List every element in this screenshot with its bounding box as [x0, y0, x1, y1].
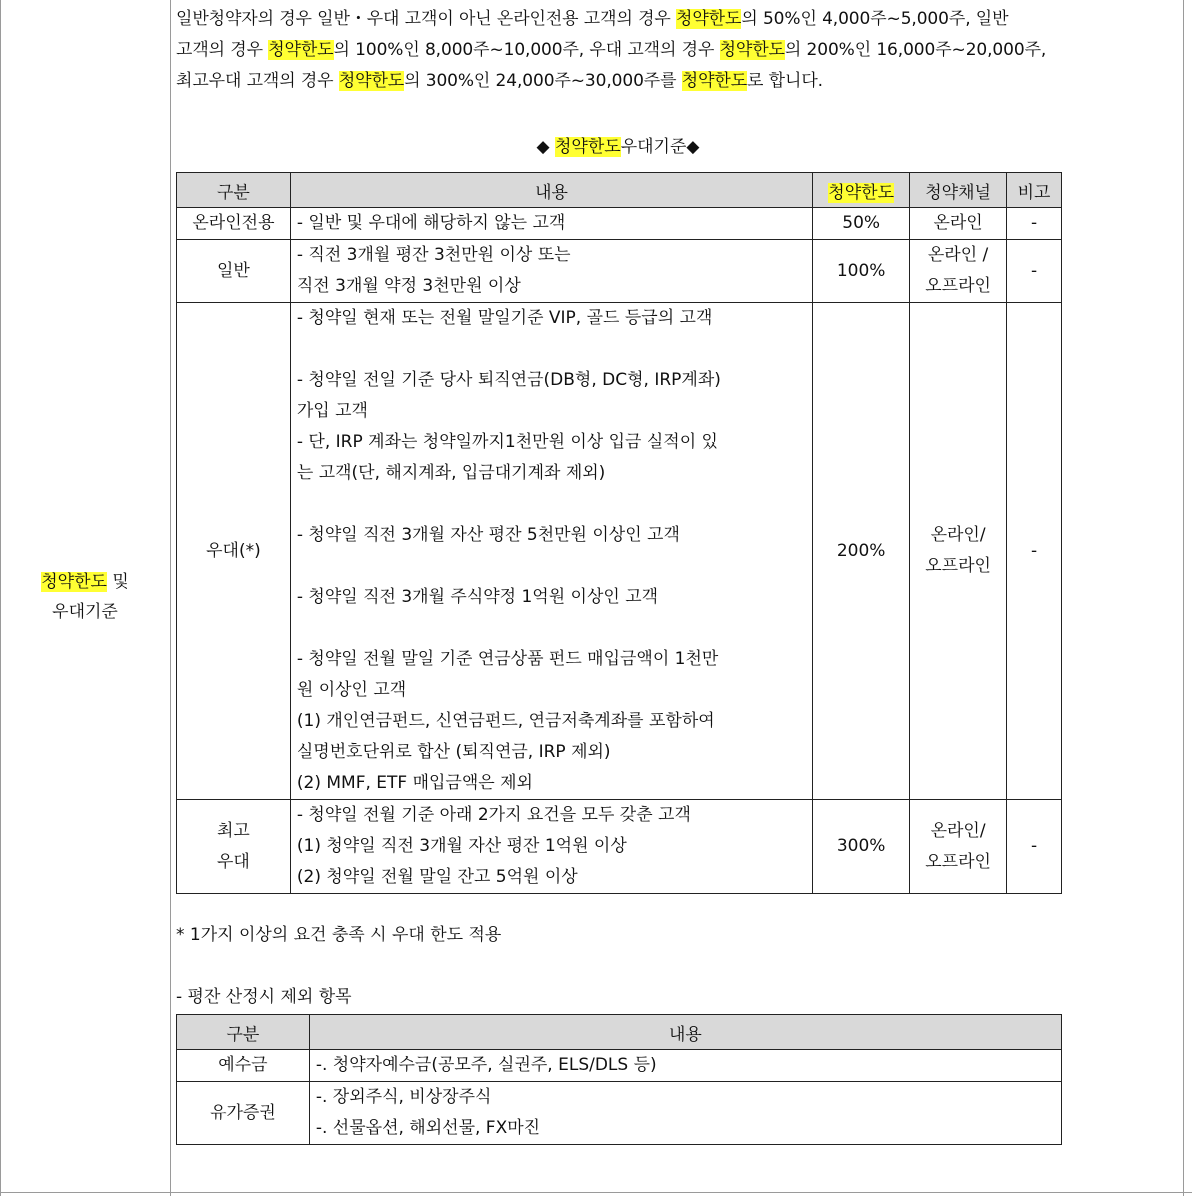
- table2-cell-content-line: -. 선물옵션, 해외선물, FX마진: [315, 1118, 541, 1138]
- intro-text: 의 300%인 24,000주~30,000주를: [404, 71, 682, 91]
- cell-channel: [910, 800, 1007, 894]
- intro-highlight: 청약한도: [338, 71, 405, 91]
- table2-row: [177, 1082, 1062, 1145]
- note-excluded-title: - 평잔 산정시 제외 항목: [176, 987, 352, 1007]
- cell-content-line: 가입 고객: [296, 401, 368, 421]
- intro-line-2: [176, 35, 1180, 66]
- cell-content-line: - 청약일 전월 말일 기준 연금상품 펀드 매입금액이 1천만: [296, 649, 719, 669]
- table2-cell-content-line: -. 청약자예수금(공모주, 실권주, ELS/DLS 등): [315, 1055, 657, 1075]
- cell-content-line: 원 이상인 고객: [296, 680, 407, 700]
- table-title-highlight: 청약한도: [555, 137, 621, 157]
- cell-channel-line: 온라인/: [930, 820, 986, 841]
- header-note: 비고: [1007, 173, 1062, 208]
- cell-content-line: [297, 334, 806, 365]
- cell-content-line: - 청약일 전일 기준 당사 퇴직연금(DB형, DC형, IRP계좌): [296, 370, 721, 390]
- cell-limit: 50%: [813, 208, 910, 240]
- cell-content-line: 는 고객(단, 해지계좌, 입금대기계좌 제외): [296, 463, 606, 483]
- cell-content-line: - 단, IRP 계좌는 청약일까지1천만원 이상 입금 실적이 있: [296, 432, 718, 452]
- cell-note: -: [1007, 303, 1062, 800]
- cell-content-line: [297, 613, 806, 644]
- cell-channel-line: 온라인/: [930, 525, 986, 545]
- table-title-prefix: ◆: [536, 137, 555, 157]
- table2-header-content: 내용: [309, 1015, 1061, 1050]
- section-label-highlight: 청약한도: [41, 572, 107, 592]
- intro-text: 의 200%인 16,000주~20,000주,: [784, 40, 1047, 60]
- header-channel: 청약채널: [910, 173, 1007, 208]
- intro-highlight: 청약한도: [681, 71, 748, 91]
- intro-text: 의 100%인 8,000주~10,000주, 우대 고객의 경우: [333, 40, 720, 60]
- cell-content-line: - 청약일 전월 기준 아래 2가지 요건을 모두 갖춘 고객: [296, 805, 691, 825]
- cell-content: [290, 800, 812, 894]
- cell-note: -: [1007, 800, 1062, 894]
- cell-channel: [910, 208, 1007, 240]
- table2-row: [177, 1050, 1062, 1082]
- cell-content-line: [297, 551, 806, 582]
- cell-category: [177, 208, 291, 240]
- cell-category-line: 일반: [217, 260, 250, 281]
- intro-text: 고객의 경우: [176, 40, 269, 60]
- table2-header-row: [177, 1015, 1062, 1050]
- header-category: 구분: [177, 173, 291, 208]
- cell-content-line: - 청약일 현재 또는 전월 말일기준 VIP, 골드 등급의 고객: [296, 308, 713, 328]
- cell-category-line: 우대(*): [206, 540, 261, 561]
- intro-line-1: [176, 4, 1180, 35]
- cell-category-line: 우대: [217, 851, 250, 872]
- intro-text: 로 합니다.: [747, 71, 823, 91]
- border-bottom: [0, 1192, 1192, 1193]
- main-content: [176, 4, 1180, 97]
- table2-cell-content-line: -. 장외주식, 비상장주식: [315, 1087, 492, 1107]
- cell-content-line: (1) 청약일 직전 3개월 자산 평잔 1억원 이상: [296, 836, 627, 856]
- table2-cell-content: [309, 1082, 1061, 1145]
- table-title-suffix: 우대기준◆: [620, 137, 700, 157]
- cell-limit: 300%: [813, 800, 910, 894]
- table-row: [177, 303, 1062, 800]
- cell-note: -: [1007, 208, 1062, 240]
- table-row: [177, 208, 1062, 240]
- cell-content-line: - 청약일 직전 3개월 자산 평잔 5천만원 이상인 고객: [296, 525, 680, 545]
- section-label-line2: 우대기준: [52, 602, 118, 622]
- cell-channel-line: 온라인: [933, 213, 983, 233]
- cell-content-line: 실명번호단위로 합산 (퇴직연금, IRP 제외): [296, 742, 611, 762]
- cell-category: [177, 303, 291, 800]
- cell-content-line: [297, 489, 806, 520]
- cell-channel-line: 오프라인: [925, 851, 991, 872]
- cell-limit: 100%: [813, 240, 910, 303]
- cell-category: [177, 240, 291, 303]
- cell-category: [177, 800, 291, 894]
- header-content: 내용: [290, 173, 812, 208]
- cell-content-line: (2) MMF, ETF 매입금액은 제외: [296, 773, 533, 793]
- column-divider: [170, 0, 171, 1196]
- cell-channel: [910, 303, 1007, 800]
- intro-highlight: 청약한도: [719, 40, 785, 60]
- table-title: [176, 132, 1060, 162]
- intro-line-3: [176, 66, 1180, 97]
- cell-channel-line: 오프라인: [925, 556, 991, 576]
- excluded-items-table: [176, 1014, 1062, 1145]
- table-header-row: [177, 173, 1062, 208]
- intro-text: 최고우대 고객의 경우: [176, 71, 339, 91]
- cell-content-line: (2) 청약일 전월 말일 잔고 5억원 이상: [296, 867, 578, 887]
- intro-text: 일반청약자의 경우 일반・우대 고객이 아닌 온라인전용 고객의 경우: [176, 9, 677, 29]
- section-label-rest: 및: [106, 572, 129, 592]
- intro-text: 의 50%인 4,000주~5,000주, 일반: [741, 9, 1009, 29]
- cell-category-line: 온라인전용: [192, 213, 275, 233]
- header-limit-text: 청약한도: [828, 182, 894, 203]
- border-right: [1183, 0, 1184, 1196]
- cell-category-line: 최고: [217, 820, 250, 841]
- cell-content: [290, 303, 812, 800]
- cell-content: [290, 240, 812, 303]
- table2-cell-content: [309, 1050, 1061, 1082]
- cell-channel-line: 온라인 /: [927, 245, 989, 265]
- table2-cell-category: 예수금: [177, 1050, 310, 1082]
- table-row: [177, 240, 1062, 303]
- table2-cell-category: 유가증권: [177, 1082, 310, 1145]
- note-star: * 1가지 이상의 요건 충족 시 우대 한도 적용: [176, 925, 502, 945]
- intro-highlight: 청약한도: [268, 40, 334, 60]
- cell-limit: 200%: [813, 303, 910, 800]
- cell-content: [290, 208, 812, 240]
- table2-header-category: 구분: [177, 1015, 310, 1050]
- section-label: [0, 567, 170, 627]
- cell-content-line: - 청약일 직전 3개월 주식약정 1억원 이상인 고객: [296, 587, 659, 607]
- intro-paragraph: [176, 4, 1180, 97]
- cell-channel: [910, 240, 1007, 303]
- cell-note: -: [1007, 240, 1062, 303]
- cell-content-line: 직전 3개월 약정 3천만원 이상: [296, 276, 521, 296]
- intro-highlight: 청약한도: [676, 9, 742, 29]
- header-limit: [813, 173, 910, 208]
- cell-content-line: - 일반 및 우대에 해당하지 않는 고객: [296, 213, 566, 233]
- cell-content-line: - 직전 3개월 평잔 3천만원 이상 또는: [296, 245, 571, 265]
- limit-criteria-table: [176, 172, 1062, 894]
- cell-content-line: (1) 개인연금펀드, 신연금펀드, 연금저축계좌를 포함하여: [296, 711, 715, 731]
- table-row: [177, 800, 1062, 894]
- cell-channel-line: 오프라인: [925, 276, 991, 296]
